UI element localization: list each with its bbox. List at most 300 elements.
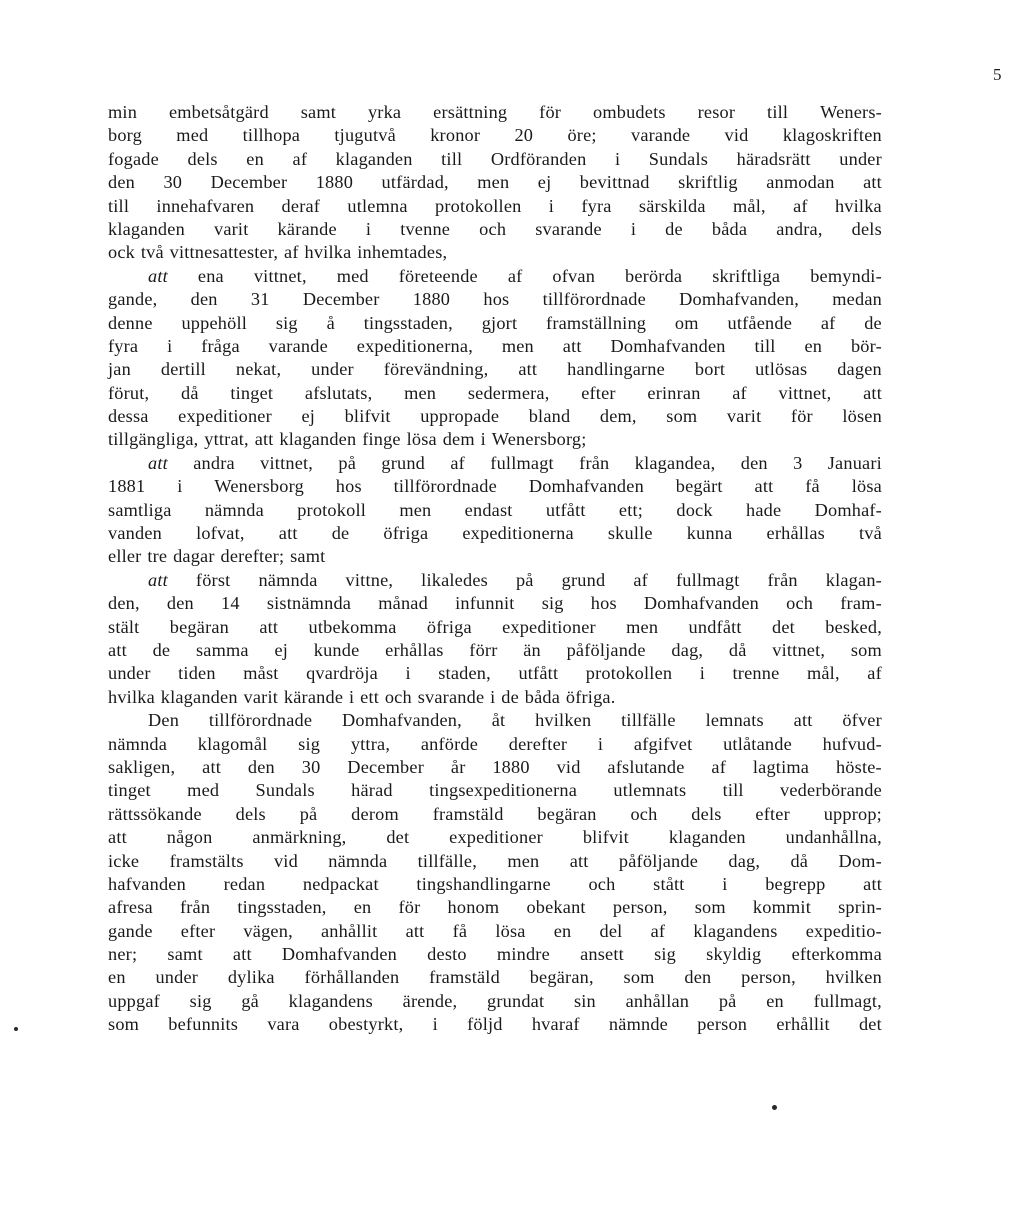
word: eller	[108, 546, 142, 567]
word: dylika	[227, 967, 275, 988]
word: dem	[442, 429, 475, 450]
text-line	[108, 826, 882, 849]
word: Sundals	[648, 148, 709, 169]
word: under	[108, 663, 151, 684]
word: afslutande	[607, 756, 685, 777]
text-line	[108, 920, 882, 943]
text-line	[108, 452, 882, 475]
word: hos	[590, 593, 617, 614]
word: med	[176, 125, 209, 146]
text-line	[108, 382, 882, 405]
word: vittnesattester,	[169, 242, 279, 263]
word: till	[767, 102, 789, 122]
word: klagandens	[288, 990, 373, 1011]
text-line	[108, 499, 882, 522]
word: båda	[524, 686, 561, 707]
word: gjort	[481, 312, 518, 333]
word: obestyrkt,	[328, 1014, 404, 1035]
word: erinran	[647, 382, 701, 403]
word: hufvud-	[822, 733, 882, 754]
word: del	[599, 920, 623, 941]
word: då	[181, 382, 199, 403]
word: ärende,	[402, 990, 458, 1011]
word: dagar	[173, 546, 215, 567]
word: få	[452, 920, 468, 941]
word: i	[349, 686, 355, 707]
text-line	[108, 218, 882, 241]
word: dertill	[160, 359, 206, 380]
text-line	[108, 428, 882, 451]
word: yttra,	[350, 733, 391, 754]
text-line	[108, 850, 882, 873]
word: en	[766, 990, 784, 1011]
word: på	[515, 569, 534, 590]
word: som	[666, 406, 698, 427]
word: kärande	[277, 218, 337, 239]
word: tingsexpeditionerna	[429, 780, 578, 801]
word: anhållan	[625, 990, 690, 1011]
word: klaganden	[668, 827, 746, 848]
word: att	[108, 639, 127, 660]
word: men	[626, 616, 659, 637]
word: som	[694, 897, 726, 918]
word: uppehöll	[181, 312, 248, 333]
word: Dom-	[838, 850, 882, 871]
word: varande	[630, 125, 691, 146]
word: då	[790, 850, 809, 871]
word: först	[195, 569, 231, 590]
word: anmärkning,	[252, 827, 347, 848]
word: förr	[469, 639, 498, 660]
word: vägen,	[243, 920, 293, 941]
word: kunna	[686, 523, 733, 544]
word: samt	[167, 944, 203, 965]
word: Domhafvanden	[643, 593, 760, 614]
word: person,	[612, 897, 668, 918]
word: expeditionerna	[462, 523, 574, 544]
word: af	[732, 382, 747, 403]
word: handlingarne	[567, 359, 665, 380]
word: samt	[300, 102, 337, 122]
word: två	[859, 523, 882, 544]
word: Sundals	[255, 780, 315, 801]
word: det	[858, 1014, 882, 1035]
word: sin	[573, 990, 596, 1011]
word: sprin-	[838, 897, 882, 918]
word: fyra	[581, 195, 612, 216]
word: innehafvaren	[156, 195, 255, 216]
word: särskilda	[638, 195, 706, 216]
word: staden,	[438, 663, 491, 684]
word: vid	[273, 850, 298, 871]
word: i	[480, 429, 486, 450]
word: bevittnad	[579, 172, 650, 193]
word: vederbörande	[780, 780, 882, 801]
word: få	[805, 476, 820, 497]
italic-lead-word: att	[148, 265, 168, 286]
word: utbekomma	[308, 616, 397, 637]
word: varit	[726, 406, 762, 427]
word: tingshandlingarne	[416, 873, 551, 894]
word: företeende	[398, 265, 478, 286]
text-line	[108, 569, 882, 592]
word: som	[623, 967, 655, 988]
word: den,	[108, 593, 140, 614]
word: begäran,	[529, 967, 594, 988]
word: för	[790, 406, 813, 427]
word: sig	[275, 312, 298, 333]
word: det	[772, 616, 795, 637]
word: tre	[147, 546, 168, 567]
text-line	[108, 709, 882, 732]
word: tillförordnade	[208, 710, 313, 731]
text-line	[108, 335, 882, 358]
word: nämnda	[258, 569, 318, 590]
word: begrepp	[765, 873, 826, 894]
text-line	[108, 896, 882, 919]
word: person,	[741, 967, 796, 988]
scan-speck	[772, 1105, 777, 1110]
word: min	[108, 102, 138, 122]
word: finge	[362, 429, 401, 450]
word: af	[711, 756, 726, 777]
word: sig	[298, 733, 321, 754]
word: den	[247, 756, 275, 777]
word: för	[398, 897, 421, 918]
word: förhållanden	[304, 967, 400, 988]
word: tillfälle	[621, 710, 676, 731]
word: de	[864, 312, 882, 333]
word: att	[254, 429, 274, 450]
word: vid	[724, 125, 749, 146]
word: i	[699, 663, 706, 684]
word: Den	[148, 710, 180, 731]
word: under	[155, 967, 199, 988]
word: Ordföranden	[490, 148, 587, 169]
word: efterkomma	[791, 944, 882, 965]
word: klagandens	[693, 920, 778, 941]
word: att	[202, 756, 222, 777]
word: om	[674, 312, 699, 333]
word: att	[863, 172, 882, 193]
text-line	[108, 616, 882, 639]
word: Wenersborg	[214, 476, 304, 497]
word: klaganden	[335, 148, 413, 169]
word: klaganden	[108, 218, 185, 239]
word: hvilken	[825, 967, 882, 988]
word: erhållas	[385, 639, 444, 660]
word: till	[108, 195, 130, 216]
word: i	[365, 218, 372, 239]
word: bör-	[850, 335, 882, 356]
word: tinget	[230, 382, 274, 403]
word: derom	[351, 803, 399, 824]
word: uppropade	[420, 406, 500, 427]
text-line	[108, 1013, 882, 1036]
word: att	[863, 382, 882, 403]
word: den	[684, 967, 712, 988]
scan-speck	[14, 1027, 18, 1031]
word: grund	[381, 452, 426, 473]
word: expeditioner	[449, 827, 543, 848]
text-line	[108, 966, 882, 989]
word: skyldig	[706, 944, 762, 965]
word: icke	[108, 850, 140, 871]
word: med	[187, 780, 220, 801]
word: tillförordnade	[393, 476, 497, 497]
word: nämnda	[108, 733, 168, 754]
word: trenne	[732, 663, 780, 684]
word: öfriga	[426, 616, 472, 637]
word: utlemnats	[613, 780, 687, 801]
text-line	[108, 124, 882, 147]
word: vittne,	[345, 569, 394, 590]
word: det	[386, 827, 410, 848]
word: 1880	[315, 172, 354, 193]
word: nämnde	[608, 1014, 668, 1035]
text-line	[108, 592, 882, 615]
word: härad	[351, 780, 393, 801]
word: till	[722, 780, 744, 801]
word: 3	[793, 452, 803, 473]
word: klaganden	[160, 686, 238, 707]
word: klaganden	[279, 429, 357, 450]
word: begäran	[169, 616, 230, 637]
word: ej	[301, 406, 316, 427]
word: öfriga	[383, 523, 429, 544]
word: att	[562, 335, 582, 356]
word: dels	[235, 803, 266, 824]
text-line	[108, 873, 882, 896]
word: nämnda	[204, 499, 264, 520]
word: vittnet,	[253, 265, 307, 286]
word: 30	[301, 756, 321, 777]
word: anhållit	[320, 920, 378, 941]
word: ej	[537, 172, 552, 193]
italic-lead-word: att	[148, 569, 168, 590]
word: afgifvet	[633, 733, 693, 754]
word: Domhaf-	[814, 499, 882, 520]
text-line	[108, 148, 882, 171]
word: efter	[581, 382, 616, 403]
word: fogade	[108, 148, 159, 169]
word: men	[477, 172, 510, 193]
word: kommit	[752, 897, 811, 918]
word: öfver	[842, 710, 882, 731]
word: sedermera,	[467, 382, 550, 403]
word: framstäld	[429, 967, 500, 988]
word: expeditioner	[178, 406, 272, 427]
word: lemnats	[705, 710, 764, 731]
word: att	[793, 710, 813, 731]
text-line	[108, 475, 882, 498]
text-line	[108, 405, 882, 428]
word: då	[728, 639, 747, 660]
word: att	[569, 850, 589, 871]
word: och	[384, 686, 412, 707]
text-line	[108, 990, 882, 1013]
word: och	[479, 218, 507, 239]
word: hade	[745, 499, 782, 520]
word: utfått	[545, 499, 586, 520]
word: 14	[221, 593, 240, 614]
word: begärt	[675, 476, 723, 497]
word: honom	[447, 897, 500, 918]
word: måst	[243, 663, 279, 684]
word: att	[232, 944, 252, 965]
word: December	[302, 289, 380, 310]
word: mindre	[496, 944, 550, 965]
word: från	[179, 897, 211, 918]
word: klagan-	[825, 569, 882, 590]
word: tillgängliga,	[108, 429, 199, 450]
word: klagomål	[197, 733, 268, 754]
word: Domhafvanden	[528, 476, 644, 497]
word: framställning	[546, 312, 647, 333]
word: grund	[561, 569, 606, 590]
word: af	[793, 195, 808, 216]
text-line	[108, 662, 882, 685]
word: och	[588, 873, 616, 894]
word: en	[553, 920, 572, 941]
word: besked,	[825, 616, 882, 637]
word: att	[405, 920, 425, 941]
text-line	[108, 733, 882, 756]
word: samt	[290, 546, 326, 567]
word: med	[336, 265, 369, 286]
word: utfått	[518, 663, 559, 684]
word: båda	[711, 218, 748, 239]
word: December	[347, 756, 425, 777]
word: dessa	[108, 406, 149, 427]
word: som	[850, 639, 882, 660]
word: stått	[653, 873, 685, 894]
word: begäran	[537, 803, 597, 824]
word: 1880	[412, 289, 451, 310]
word: att	[863, 873, 882, 894]
word: men	[399, 499, 432, 520]
word: tinget	[108, 780, 151, 801]
word: den	[108, 172, 135, 193]
word: 30	[163, 172, 183, 193]
word: lofvat,	[196, 523, 245, 544]
word: borg	[108, 125, 142, 146]
word: af	[450, 452, 465, 473]
word: en	[246, 148, 264, 169]
word: följd	[467, 1014, 503, 1035]
word: under	[839, 148, 882, 169]
word: bort	[694, 359, 726, 380]
word: de	[665, 218, 683, 239]
text-line	[108, 101, 882, 124]
word: att	[278, 523, 298, 544]
word: andra	[193, 452, 235, 473]
word: undfått	[688, 616, 742, 637]
word: protokollen	[585, 663, 673, 684]
word: sig	[541, 593, 564, 614]
word: sistnämnda	[266, 593, 352, 614]
word: varit	[213, 218, 249, 239]
word: upprop;	[823, 803, 882, 824]
word: i	[177, 476, 183, 497]
word: och	[630, 803, 658, 824]
body-text	[108, 101, 882, 1037]
word: rättssökande	[108, 803, 202, 824]
word: tvenne	[400, 218, 451, 239]
word: i	[597, 733, 604, 754]
word: utfående	[727, 312, 793, 333]
word: gande,	[108, 289, 158, 310]
word: varit	[243, 686, 279, 707]
word: af	[292, 148, 308, 169]
word: ena	[197, 265, 224, 286]
word: den	[190, 289, 218, 310]
text-line	[108, 312, 882, 335]
word: till	[441, 148, 463, 169]
word: de	[331, 523, 350, 544]
word: expeditionerna,	[356, 335, 473, 356]
word: från	[767, 569, 798, 590]
word: men	[507, 850, 540, 871]
word: en	[108, 967, 126, 988]
word: befunnits	[168, 1014, 239, 1035]
word: fullmagt	[675, 569, 740, 590]
word: Wenersborg;	[491, 429, 587, 450]
word: påföljande	[618, 850, 699, 871]
word: samtliga	[108, 499, 172, 520]
word: i	[167, 335, 173, 356]
text-line	[108, 639, 882, 662]
word: 20	[514, 125, 534, 146]
word: ett	[360, 686, 379, 707]
word: uppgaf	[108, 990, 160, 1011]
word: erhållas	[766, 523, 825, 544]
word: person	[697, 1014, 748, 1035]
word: 31	[250, 289, 270, 310]
word: höste-	[835, 756, 882, 777]
word: utfärdad,	[381, 172, 449, 193]
word: stält	[108, 616, 140, 637]
word: deraf	[281, 195, 321, 216]
page-number: 5	[993, 65, 1002, 84]
word: en	[804, 335, 823, 356]
word: ock	[108, 242, 135, 263]
word: kunde	[313, 639, 360, 660]
word: en	[353, 897, 372, 918]
word: yttrat,	[204, 429, 249, 450]
word: mål,	[732, 195, 766, 216]
word: 1880	[492, 756, 530, 777]
word: och	[786, 593, 814, 614]
word: af	[650, 920, 666, 941]
word: Domhafvanden	[610, 335, 726, 356]
word: vittnet,	[260, 452, 314, 473]
word: fram-	[840, 593, 882, 614]
word: skriftlig	[678, 172, 738, 193]
word: hos	[483, 289, 510, 310]
word: resor	[697, 102, 736, 122]
word: fyra	[108, 335, 139, 356]
word: ombudets	[592, 102, 666, 122]
word: 1881	[108, 476, 146, 497]
word: lösa	[851, 476, 882, 497]
word: häradsrätt	[736, 148, 811, 169]
word: tingsstaden,	[363, 312, 453, 333]
word: den	[166, 593, 194, 614]
word: erhållit	[776, 1014, 830, 1035]
word: den	[740, 452, 768, 473]
word: månad	[378, 593, 428, 614]
